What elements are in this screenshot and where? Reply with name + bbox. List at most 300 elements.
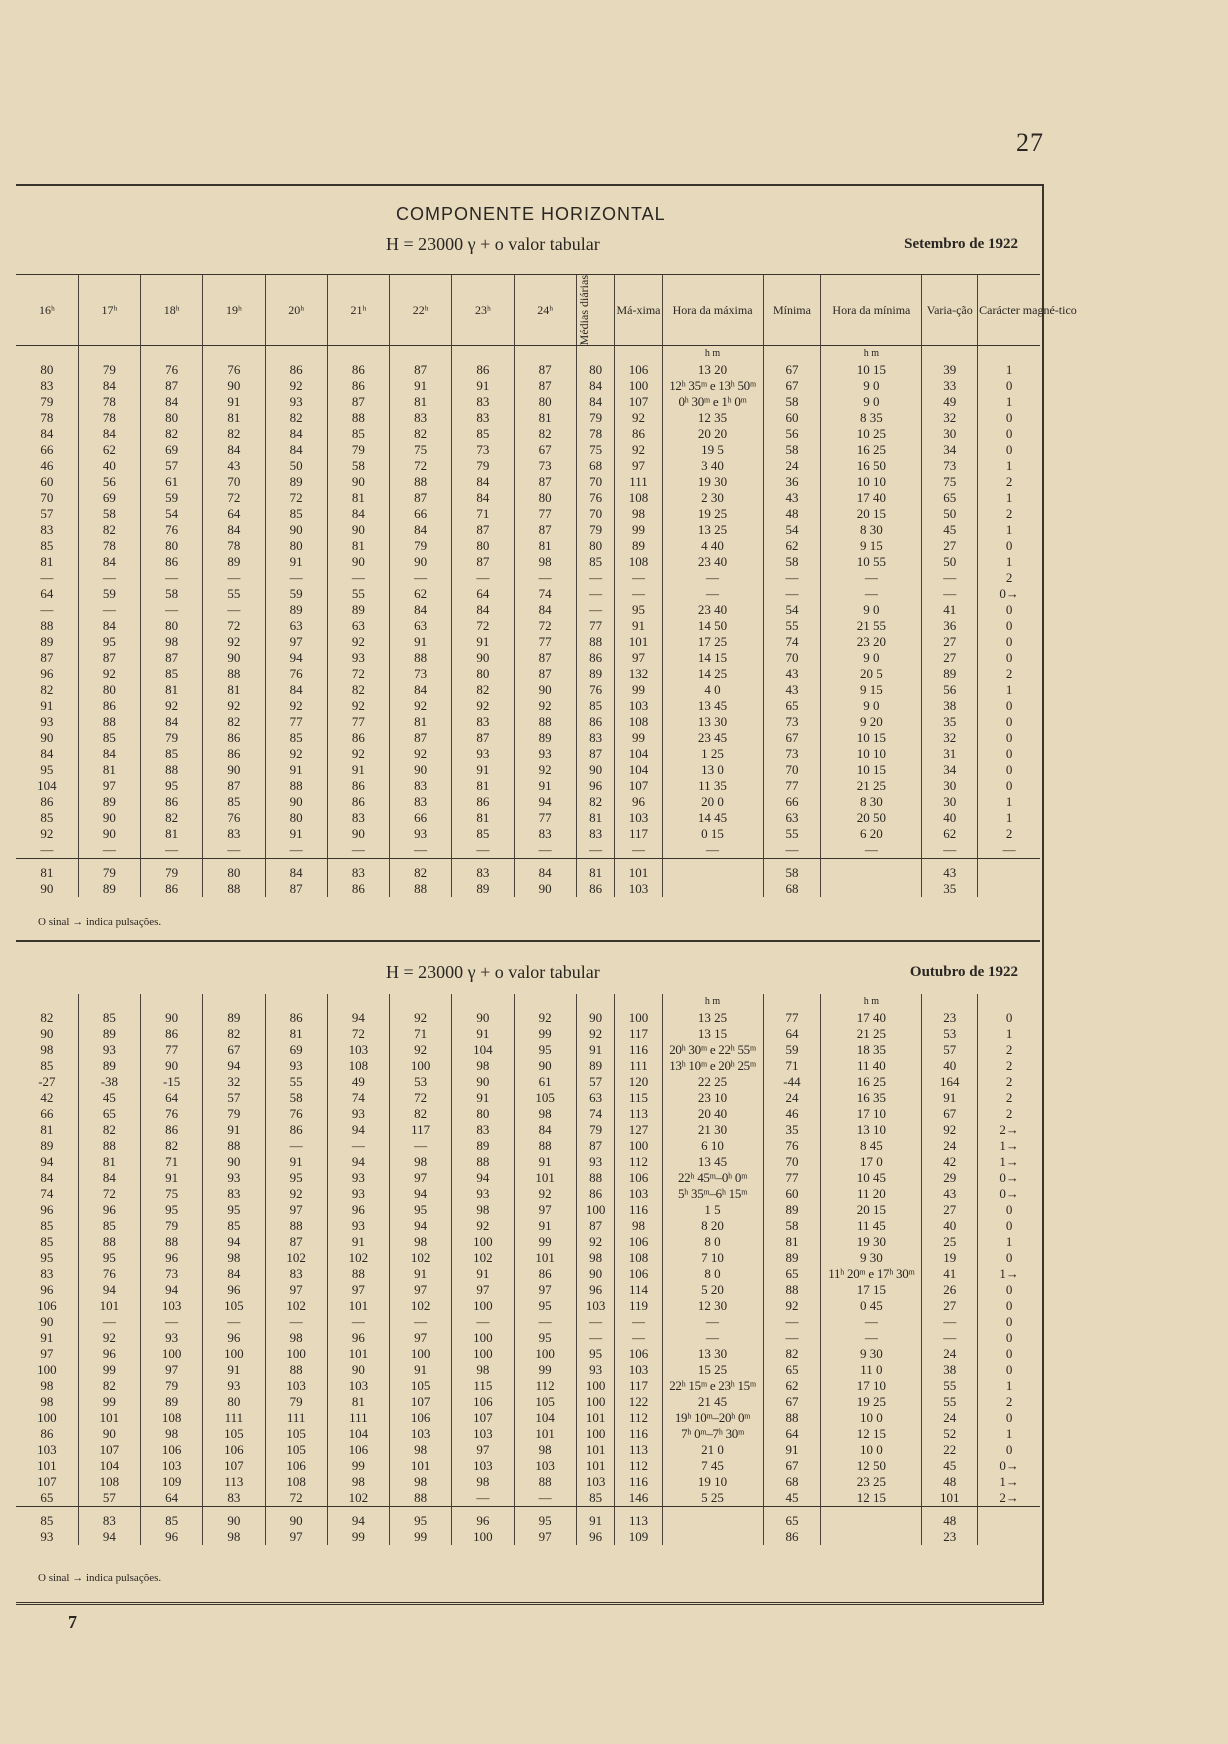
table-row: [16, 1122, 1040, 1138]
table-cell: 3 40: [662, 458, 763, 474]
table-cell: 73: [922, 458, 978, 474]
month-label: Setembro de 1922: [904, 236, 1018, 252]
table-cell: 2: [978, 826, 1040, 842]
table-cell: 43: [763, 666, 821, 682]
table-cell: 88: [452, 1154, 514, 1170]
unit-row: [16, 994, 1040, 1010]
table-cell: 0: [978, 1314, 1040, 1330]
unit-cell: [327, 346, 389, 363]
table-cell: 89: [78, 794, 140, 810]
table-cell: 16 25: [821, 442, 922, 458]
table-cell: 100: [576, 1202, 615, 1218]
unit-cell: [16, 994, 78, 1010]
table-cell: —: [452, 1490, 514, 1507]
table-cell: 87: [390, 490, 452, 506]
table-cell: 101: [390, 1458, 452, 1474]
table-cell: 104: [78, 1458, 140, 1474]
table-cell: 65: [16, 1490, 78, 1507]
table-cell: 91: [514, 778, 576, 794]
table-cell: —: [576, 570, 615, 586]
table-cell: 1: [978, 1378, 1040, 1394]
average-cell: [662, 859, 763, 882]
table-cell: —: [452, 1314, 514, 1330]
table-cell: 116: [615, 1202, 662, 1218]
table-cell: 72: [514, 618, 576, 634]
table-row: [16, 506, 1040, 522]
table-cell: 105: [265, 1426, 327, 1442]
table-cell: 92: [514, 1186, 576, 1202]
table-cell: 55: [763, 618, 821, 634]
table-cell: —: [763, 1314, 821, 1330]
table-cell: 103: [615, 810, 662, 826]
table-cell: 87: [452, 730, 514, 746]
table-cell: 92: [514, 762, 576, 778]
section-september: [16, 184, 1077, 928]
table-cell: 82: [141, 1138, 203, 1154]
table-cell: 92: [922, 1122, 978, 1138]
table-cell: 9 15: [821, 538, 922, 554]
unit-cell: [763, 994, 821, 1010]
table-cell: 56: [763, 426, 821, 442]
table-cell: —: [821, 842, 922, 859]
table-cell: 91: [452, 634, 514, 650]
table-cell: 67: [514, 442, 576, 458]
table-cell: 0: [978, 1282, 1040, 1298]
table-cell: 92: [763, 1298, 821, 1314]
table-cell: 77: [514, 634, 576, 650]
table-cell: 10 10: [821, 746, 922, 762]
table-cell: 80: [452, 666, 514, 682]
unit-cell: [922, 994, 978, 1010]
table-cell: 84: [78, 378, 140, 394]
average-cell: 35: [922, 881, 978, 897]
table-cell: 13 45: [662, 698, 763, 714]
table-cell: 43: [763, 490, 821, 506]
table-cell: 40: [922, 1058, 978, 1074]
average-cell: 98: [203, 1529, 265, 1545]
table-cell: 92: [265, 746, 327, 762]
table-cell: —: [514, 1314, 576, 1330]
column-header: 18ʰ: [141, 275, 203, 346]
table-cell: 9 30: [821, 1346, 922, 1362]
table-cell: 81: [40, 1122, 54, 1137]
table-cell: 76: [265, 666, 327, 682]
table-cell: 87: [265, 1234, 327, 1250]
table-cell: 100: [452, 1330, 514, 1346]
table-cell: 1→: [978, 1266, 1040, 1282]
average-cell: 90: [40, 881, 54, 897]
table-cell: 93: [327, 1218, 389, 1234]
table-cell: —: [452, 570, 514, 586]
table-cell: 114: [615, 1282, 662, 1298]
table-cell: 9 0: [821, 650, 922, 666]
table-cell: 1→: [978, 1154, 1040, 1170]
table-cell: 106: [141, 1442, 203, 1458]
table-cell: 100: [615, 378, 662, 394]
column-header: 16ʰ: [16, 275, 78, 346]
table-cell: 62: [922, 826, 978, 842]
table-cell: —: [390, 842, 452, 859]
table-cell: 13 30: [662, 1346, 763, 1362]
table-cell: 102: [265, 1250, 327, 1266]
table-cell: 69: [141, 442, 203, 458]
average-cell: 81: [16, 859, 78, 882]
unit-cell: [922, 346, 978, 363]
table-cell: 11 35: [662, 778, 763, 794]
table-cell: 91: [390, 1266, 452, 1282]
table-row: [16, 1042, 1040, 1058]
table-cell: 36: [922, 618, 978, 634]
table-cell: 71: [763, 1058, 821, 1074]
table-cell: 84: [78, 554, 140, 570]
unit-cell: [452, 346, 514, 363]
table-cell: 99: [615, 682, 662, 698]
table-cell: 66: [40, 442, 54, 458]
table-cell: 2: [978, 1106, 1040, 1122]
table-cell: 101: [922, 1490, 978, 1507]
table-cell: —: [390, 1138, 452, 1154]
table-cell: 0: [978, 1202, 1040, 1218]
column-header: Médias diárias: [576, 275, 615, 346]
table-cell: 97: [390, 1330, 452, 1346]
table-cell: 30: [922, 794, 978, 810]
table-cell: 103: [37, 1442, 57, 1457]
table-cell: 38: [922, 1362, 978, 1378]
table-cell: —: [922, 1330, 978, 1346]
table-cell: 85: [203, 1218, 265, 1234]
table-cell: 0 45: [821, 1298, 922, 1314]
table-row: [16, 1298, 1040, 1314]
table-cell: —: [821, 586, 922, 602]
table-cell: 93: [265, 1058, 327, 1074]
table-cell: 90: [265, 794, 327, 810]
table-cell: 23 45: [662, 730, 763, 746]
table-cell: 18 35: [821, 1042, 922, 1058]
table-cell: 12 15: [821, 1426, 922, 1442]
table-cell: 87: [514, 522, 576, 538]
table-cell: 65: [763, 1266, 821, 1282]
table-cell: 96: [40, 1282, 54, 1297]
table-cell: 0→: [978, 1458, 1040, 1474]
table-cell: 83: [452, 1122, 514, 1138]
table-cell: 89: [78, 1058, 140, 1074]
table-cell: 100: [203, 1346, 265, 1362]
table-cell: 17 15: [821, 1282, 922, 1298]
table-cell: 92: [265, 1186, 327, 1202]
table-cell: —: [763, 842, 821, 859]
table-cell: 55: [203, 586, 265, 602]
table-cell: 74: [327, 1090, 389, 1106]
table-cell: 108: [265, 1474, 327, 1490]
table-cell: 48: [763, 506, 821, 522]
table-cell: 81: [40, 554, 54, 570]
table-cell: 92: [265, 698, 327, 714]
table-row: [16, 1154, 1040, 1170]
table-cell: —: [327, 1314, 389, 1330]
table-cell: 101: [327, 1298, 389, 1314]
table-cell: 2: [978, 1394, 1040, 1410]
table-cell: 93: [576, 1154, 615, 1170]
table-cell: 91: [615, 618, 662, 634]
average-cell: 83: [452, 859, 514, 882]
table-cell: 90: [203, 762, 265, 778]
table-cell: —: [141, 602, 203, 618]
table-cell: 93: [203, 1170, 265, 1186]
table-cell: 92: [452, 698, 514, 714]
unit-cell: [576, 994, 615, 1010]
table-cell: 81: [576, 810, 615, 826]
average-cell: 89: [78, 881, 140, 897]
column-header: Varia-ção: [922, 275, 978, 346]
table-cell: 100: [576, 1426, 615, 1442]
average-cell: 97: [514, 1529, 576, 1545]
table-cell: 90: [203, 1154, 265, 1170]
table-cell: 93: [514, 746, 576, 762]
table-cell: 21 25: [821, 1026, 922, 1042]
table-cell: 85: [576, 554, 615, 570]
table-cell: 19 30: [821, 1234, 922, 1250]
table-cell: 72: [390, 458, 452, 474]
table-cell: 45: [922, 1458, 978, 1474]
table-cell: 65: [763, 698, 821, 714]
table-cell: 63: [390, 618, 452, 634]
table-cell: 63: [265, 618, 327, 634]
table-cell: 19 25: [662, 506, 763, 522]
table-cell: 84: [452, 602, 514, 618]
average-cell: 94: [78, 1529, 140, 1545]
unit-cell: [265, 994, 327, 1010]
table-cell: 1: [978, 394, 1040, 410]
table-cell: 99: [78, 1394, 140, 1410]
table-cell: 102: [452, 1250, 514, 1266]
table-cell: 0: [978, 1010, 1040, 1026]
table-cell: 87: [390, 730, 452, 746]
table-cell: 19 25: [821, 1394, 922, 1410]
average-cell: 65: [763, 1507, 821, 1530]
table-cell: 9 0: [821, 378, 922, 394]
table-cell: 7 10: [662, 1250, 763, 1266]
table-cell: 89: [265, 474, 327, 490]
table-cell: 1: [978, 810, 1040, 826]
table-cell: 105: [203, 1298, 265, 1314]
table-cell: 106: [615, 1346, 662, 1362]
table-cell: 90: [141, 1058, 203, 1074]
table-cell: 1: [978, 682, 1040, 698]
average-cell: [978, 859, 1040, 882]
table-cell: 23 40: [662, 554, 763, 570]
table-cell: 88: [78, 1138, 140, 1154]
table-row: [16, 1138, 1040, 1154]
table-cell: 20 50: [821, 810, 922, 826]
table-cell: 10 55: [821, 554, 922, 570]
table-cell: 50: [922, 554, 978, 570]
table-cell: 88: [265, 1362, 327, 1378]
table-cell: 10 10: [821, 474, 922, 490]
table-cell: 40: [922, 1218, 978, 1234]
table-cell: 100: [390, 1346, 452, 1362]
table-cell: 60: [763, 1186, 821, 1202]
table-cell: —: [763, 586, 821, 602]
table-cell: 84: [576, 378, 615, 394]
table-row: [16, 1330, 1040, 1346]
table-cell: 88: [78, 714, 140, 730]
table-cell: 79: [203, 1106, 265, 1122]
table-cell: 112: [615, 1154, 662, 1170]
table-cell: 52: [922, 1426, 978, 1442]
table-row: [16, 1266, 1040, 1282]
table-cell: 90: [576, 1010, 615, 1026]
table-cell: 116: [615, 1042, 662, 1058]
table-cell: 107: [203, 1458, 265, 1474]
table-cell: —: [141, 570, 203, 586]
unit-cell: h m: [821, 346, 922, 363]
table-cell: 95: [514, 1042, 576, 1058]
table-cell: 55: [763, 826, 821, 842]
table-cell: 72: [265, 490, 327, 506]
table-cell: 98: [452, 1202, 514, 1218]
average-cell: 86: [576, 881, 615, 897]
table-cell: 82: [78, 1122, 140, 1138]
table-cell: 103: [390, 1426, 452, 1442]
table-cell: 115: [615, 1090, 662, 1106]
table-cell: 82: [390, 426, 452, 442]
table-cell: 70: [763, 762, 821, 778]
table-cell: 79: [390, 538, 452, 554]
table-cell: 74: [763, 634, 821, 650]
table-cell: 6 20: [821, 826, 922, 842]
table-cell: 0: [978, 1362, 1040, 1378]
table-cell: —: [662, 586, 763, 602]
table-cell: 102: [327, 1490, 389, 1507]
table-cell: 91: [265, 826, 327, 842]
table-cell: 79: [452, 458, 514, 474]
column-header: Hora da máxima: [662, 275, 763, 346]
table-cell: 20 15: [821, 1202, 922, 1218]
table-cell: 22 25: [662, 1074, 763, 1090]
table-cell: 97: [78, 778, 140, 794]
average-cell: 97: [265, 1529, 327, 1545]
table-cell: —: [327, 842, 389, 859]
unit-cell: [78, 346, 140, 363]
table-cell: 19 10: [662, 1474, 763, 1490]
average-cell: 89: [452, 881, 514, 897]
table-cell: 21 45: [662, 1394, 763, 1410]
table-cell: 96: [327, 1202, 389, 1218]
unit-cell: [16, 346, 78, 363]
table-cell: 90: [452, 1074, 514, 1090]
table-cell: 93: [327, 650, 389, 666]
table-cell: 5 25: [662, 1490, 763, 1507]
table-cell: —: [922, 842, 978, 859]
average-cell: [821, 859, 922, 882]
table-cell: 1: [978, 362, 1040, 378]
table-cell: 85: [576, 698, 615, 714]
table-cell: 92: [265, 378, 327, 394]
table-cell: 111: [615, 1058, 662, 1074]
table-cell: 94: [390, 1218, 452, 1234]
table-cell: 17 25: [662, 634, 763, 650]
table-cell: 36: [763, 474, 821, 490]
table-cell: 29: [922, 1170, 978, 1186]
table-cell: 86: [452, 794, 514, 810]
table-row: [16, 1218, 1040, 1234]
table-cell: 24: [922, 1410, 978, 1426]
table-row: [16, 842, 1040, 859]
table-cell: 83: [576, 826, 615, 842]
table-cell: 89: [763, 1250, 821, 1266]
average-cell: 96: [576, 1529, 615, 1545]
table-cell: 90: [40, 1314, 54, 1329]
table-cell: 9 20: [821, 714, 922, 730]
table-cell: 87: [78, 650, 140, 666]
table-cell: 104: [37, 778, 57, 794]
table-cell: 105: [265, 1442, 327, 1458]
table-cell: 50: [922, 506, 978, 522]
table-cell: 89: [327, 602, 389, 618]
table-cell: 20 0: [662, 794, 763, 810]
table-cell: 95: [390, 1202, 452, 1218]
table-cell: 96: [576, 778, 615, 794]
table-cell: 107: [37, 1474, 57, 1489]
table-cell: 82: [40, 682, 54, 698]
table-cell: 88: [78, 1234, 140, 1250]
table-cell: 43: [922, 1186, 978, 1202]
average-cell: 93: [40, 1529, 54, 1544]
average-cell: 82: [390, 859, 452, 882]
table-cell: 91: [922, 1090, 978, 1106]
table-cell: 98: [390, 1234, 452, 1250]
average-cell: 86: [141, 881, 203, 897]
table-cell: —: [514, 842, 576, 859]
table-cell: 106: [615, 1170, 662, 1186]
table-cell: 70: [763, 650, 821, 666]
table-row: [16, 1458, 1040, 1474]
table-cell: 98: [203, 1250, 265, 1266]
table-cell: 9 0: [821, 602, 922, 618]
average-cell: 85: [16, 1507, 78, 1530]
table-cell: 101: [514, 1170, 576, 1186]
table-cell: 77: [763, 1010, 821, 1026]
table-cell: 101: [78, 1298, 140, 1314]
table-cell: 0: [978, 602, 1040, 618]
average-cell: 88: [203, 881, 265, 897]
table-cell: 81: [203, 410, 265, 426]
table-cell: 90: [576, 1266, 615, 1282]
table-cell: 68: [576, 458, 615, 474]
table-cell: —: [390, 570, 452, 586]
table-cell: 13 15: [662, 1026, 763, 1042]
table-cell: 82: [203, 714, 265, 730]
table-cell: 105: [514, 1394, 576, 1410]
average-cell: 80: [203, 859, 265, 882]
table-cell: 12 30: [662, 1298, 763, 1314]
table-cell: —: [576, 602, 615, 618]
table-cell: 72: [78, 1186, 140, 1202]
table-cell: 0 15: [662, 826, 763, 842]
table-cell: 91: [203, 1362, 265, 1378]
table-cell: 100: [141, 1346, 203, 1362]
table-cell: —: [576, 1314, 615, 1330]
table-cell: 63: [763, 810, 821, 826]
table-cell: 10 0: [821, 1410, 922, 1426]
table-cell: 90: [576, 762, 615, 778]
table-row: [16, 714, 1040, 730]
table-cell: 90: [452, 1010, 514, 1026]
table-cell: 106: [615, 1234, 662, 1250]
table-cell: 12ʰ 35ᵐ e 13ʰ 50ᵐ: [662, 378, 763, 394]
footer-mark: 7: [68, 1612, 77, 1632]
table-cell: 11 40: [821, 1058, 922, 1074]
